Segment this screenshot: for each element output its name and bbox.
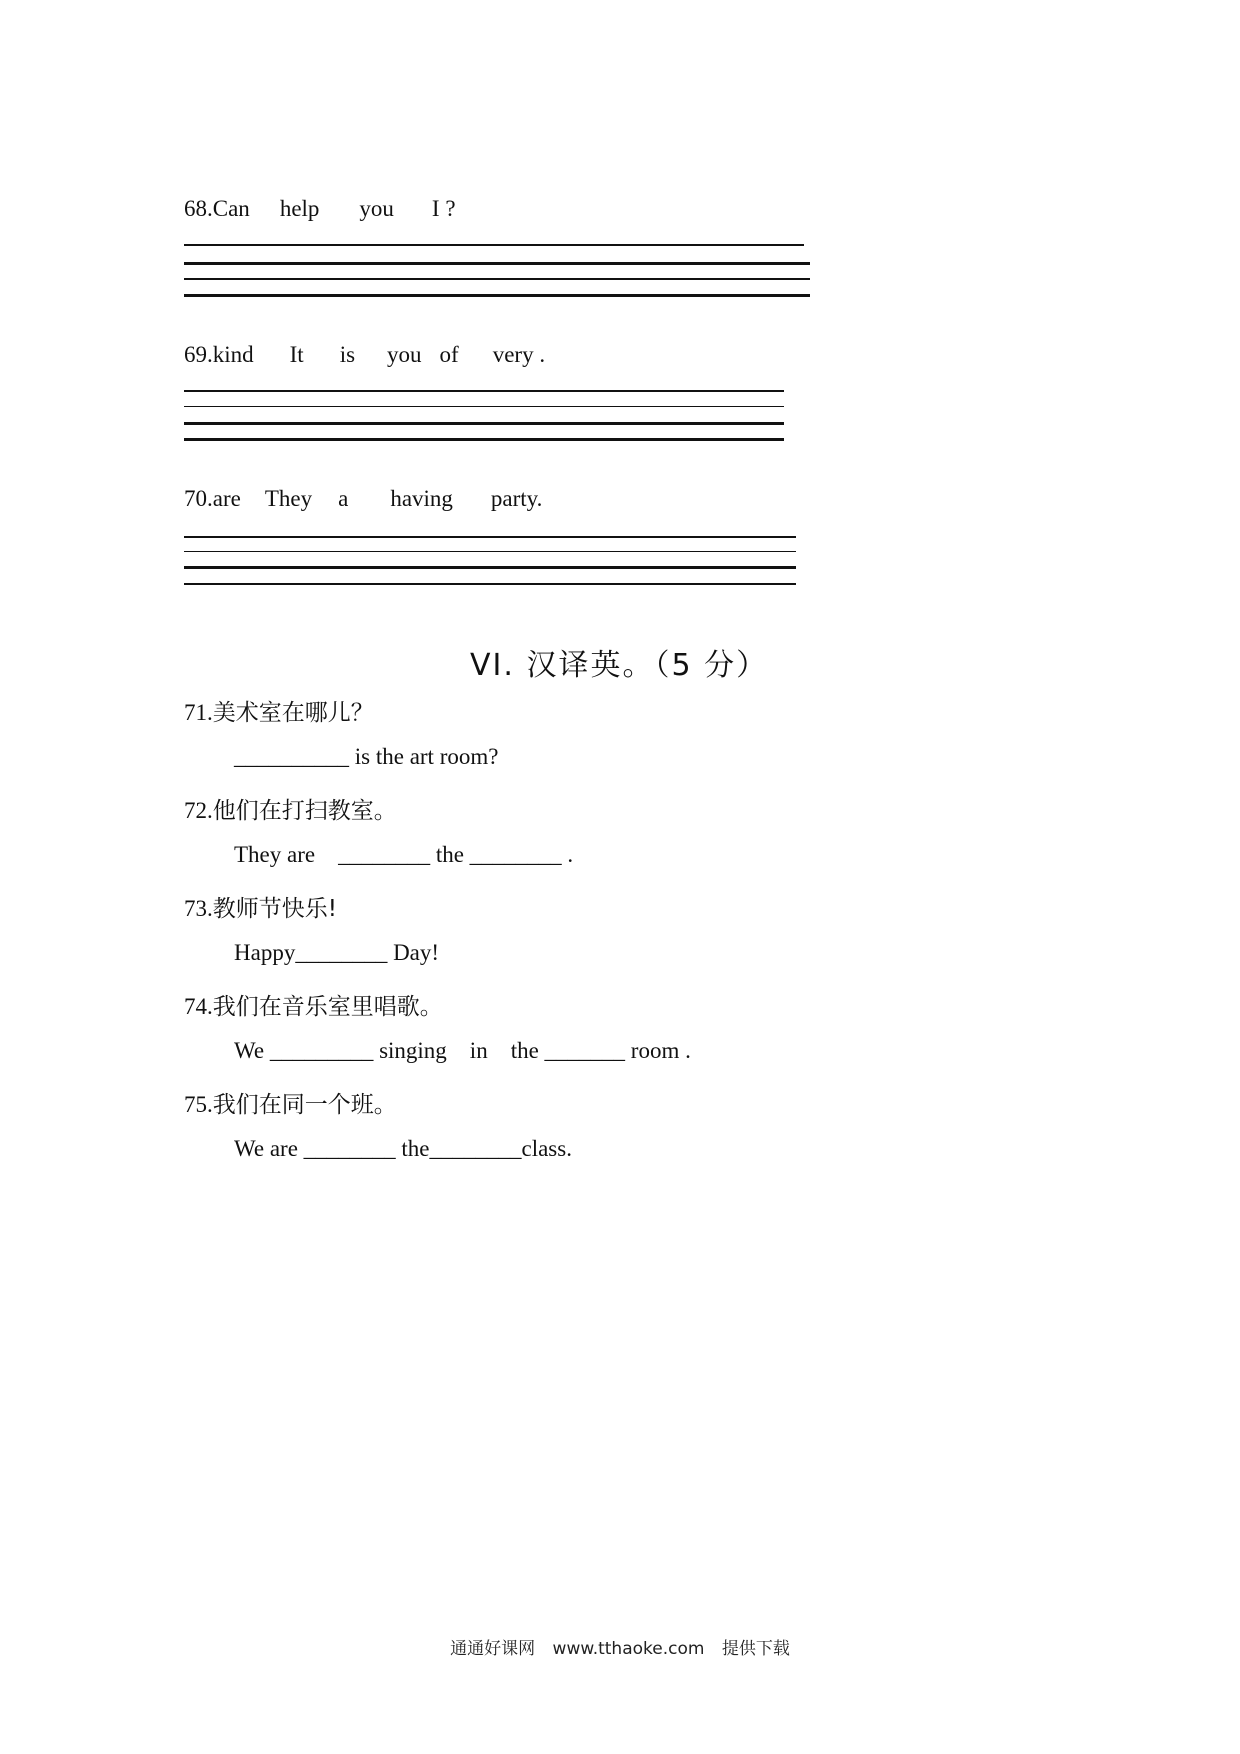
answer-line (184, 262, 810, 265)
question-70: 70.are They a having party. (184, 486, 543, 511)
answer-line (184, 244, 804, 246)
answer-line (184, 551, 796, 552)
answer-line (184, 406, 784, 407)
question-74-answer: We _________ singing in the _______ room . (234, 1038, 691, 1063)
answer-line (184, 422, 784, 425)
section-heading: VI. 汉译英。（5 分） (470, 648, 769, 683)
question-74-prompt: 74.我们在音乐室里唱歌。 (184, 994, 443, 1020)
question-68: 68.Can help you I ? (184, 196, 456, 221)
question-73-prompt: 73.教师节快乐! (184, 896, 337, 922)
question-69: 69.kind It is you of very . (184, 342, 546, 367)
footer-url[interactable]: www.tthaoke.com (552, 1639, 705, 1659)
question-75-prompt: 75.我们在同一个班。 (184, 1092, 397, 1118)
answer-line (184, 294, 810, 297)
answer-line (184, 583, 796, 585)
footer-suffix: 提供下载 (721, 1639, 790, 1659)
answer-line (184, 390, 784, 392)
question-71-prompt: 71.美术室在哪儿？ (184, 700, 374, 726)
answer-line (184, 278, 810, 280)
answer-line (184, 536, 796, 538)
question-72-answer: They are ________ the ________ . (234, 842, 574, 867)
footer-site-name: 通通好课网 (450, 1639, 536, 1659)
question-71-answer: __________ is the art room? (234, 744, 499, 769)
footer (0, 1634, 1240, 1659)
question-75-answer: We are ________ the________class. (234, 1136, 572, 1161)
question-72-prompt: 72.他们在打扫教室。 (184, 798, 397, 824)
answer-line (184, 566, 796, 569)
answer-line (184, 438, 784, 441)
question-73-answer: Happy________ Day! (234, 940, 440, 965)
